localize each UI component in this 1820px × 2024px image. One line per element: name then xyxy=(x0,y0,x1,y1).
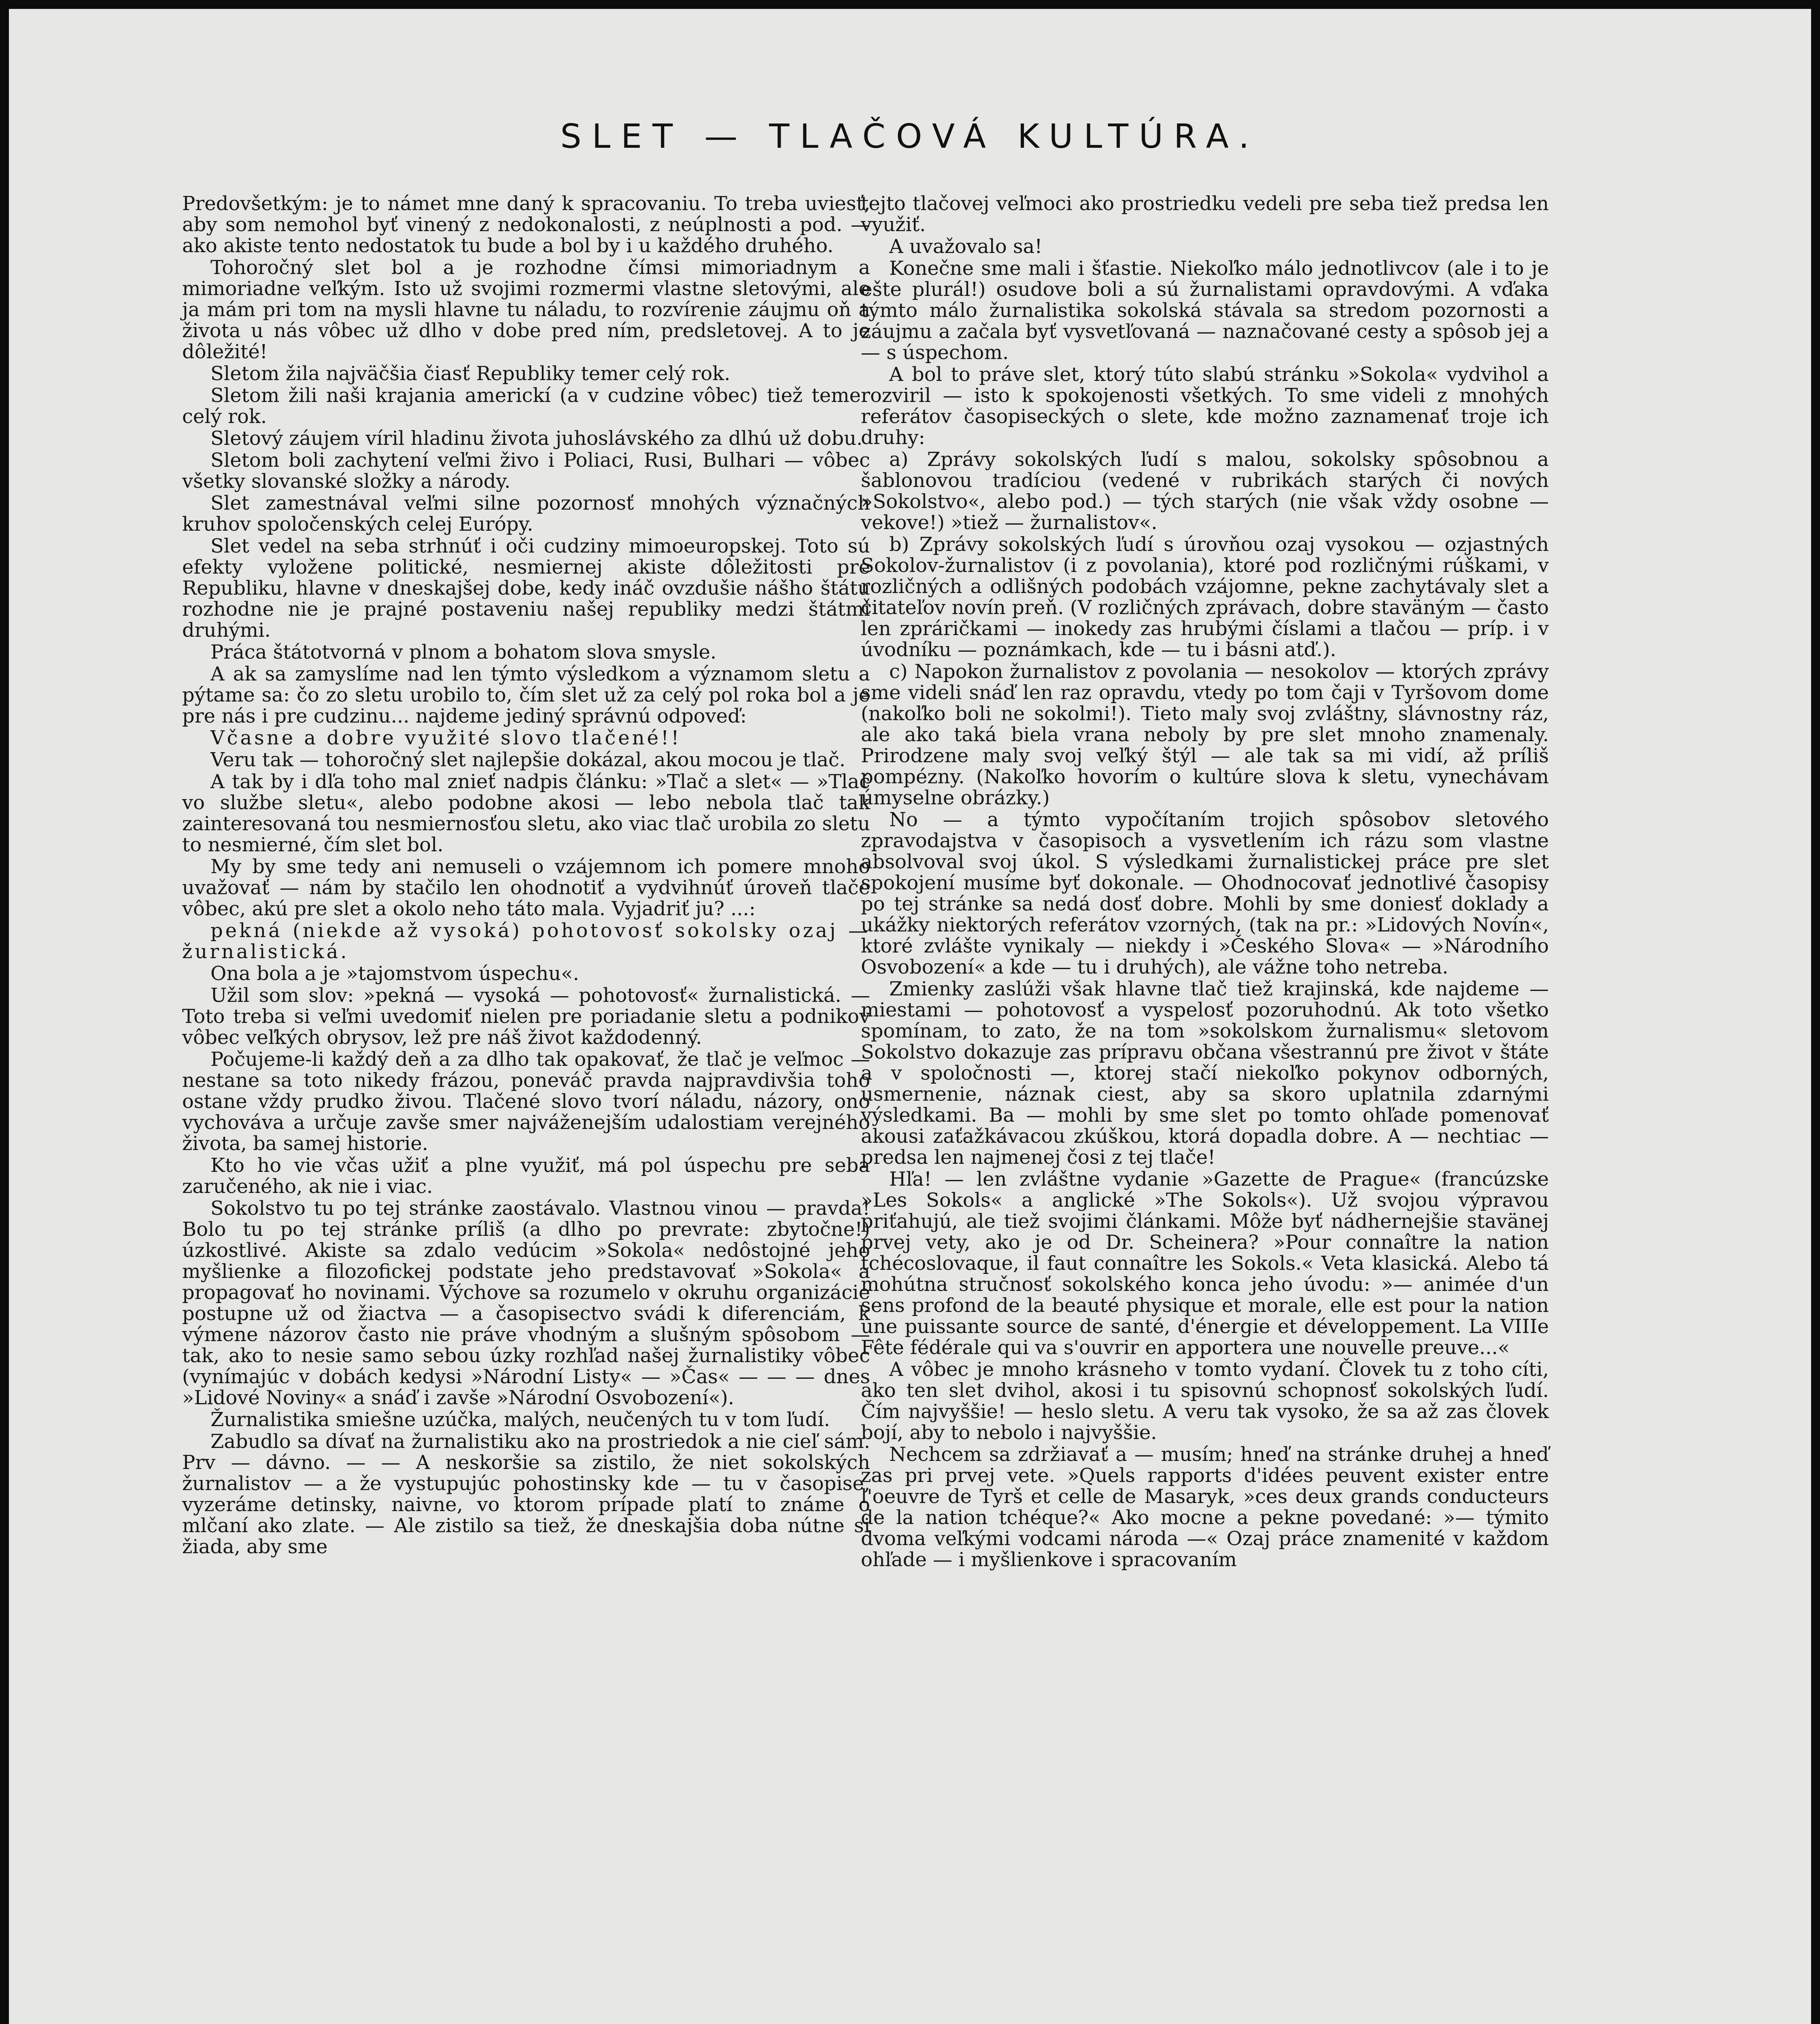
paragraph: Predovšetkým: je to námet mne daný k spracovaniu. To treba uviesť, aby som nemohol byť vinený z nedokonalosti, z neúplnosti a pod. — ako akiste tento nedostatok tu bude a bol by i u každého druhého. xyxy=(182,192,870,257)
paragraph: My by sme tedy ani nemuseli o vzájemnom ich pomere mnoho uvažovať — nám by stačilo len ohodnotiť a vydvihnúť úroveň tlače vôbec, akú pre slet a okolo neho táto mala. Vyjadriť ju? ...: xyxy=(182,855,870,920)
emphasis-line: pekná (niekde až vysoká) pohotovosť sokolsky ozaj — žurnalistická. xyxy=(182,919,870,963)
paragraph: Práca štátotvorná v plnom a bohatom slova smysle. xyxy=(210,641,717,663)
paragraph: No — a týmto vypočítaním trojich spôsobov sletového zpravodajstva v časopisoch a vysvetlením ich rázu som vlastne absolvoval svoj úkol. S výsledkami žurnalistickej práce pre slet spokojení musíme byť dokonale. — Ohodnocovať jednotlivé časopisy po tej stránke sa nedá dosť dobre. Mohli by sme doniesť doklady a ukážky niektorých referátov vzorných, (tak na pr.: »Lidových Novín«, ktoré zvlášte vynikaly — niekdy i »Českého Slova« — »Národního Osvobození« a kde — tu i druhých), ale vážne toho netreba. xyxy=(861,808,1549,978)
right-column xyxy=(861,193,1549,1570)
paragraph: Užil som slov: »pekná — vysoká — pohotovosť« žurnalistická. — Toto treba si veľmi uvedomiť nielen pre poriadanie sletu a podnikov vôbec veľkých obrysov, lež pre náš život každodenný. xyxy=(182,984,870,1049)
page-title: SLET — TLAČOVÁ KULTÚRA. xyxy=(560,117,1260,156)
paragraph: Tohoročný slet bol a je rozhodne čímsi mimoriadnym a mimoriadne veľkým. Isto už svojimi rozmermi vlastne sletovými, ale ja mám pri tom na mysli hlavne tu náladu, to rozvírenie záujmu oň a života u nás vôbec už dlho v dobe pred ním, predsletovej. A to je dôležité! xyxy=(182,256,870,363)
paragraph: Hľa! — len zvláštne vydanie »Gazette de Prague« (francúzske »Les Sokols« a anglické »The Sokols«). Už svojou výpravou priťahujú, ale tiež svojimi článkami. Môže byť nádhernejšie stavänej prvej vety, ako je od Dr. Scheinera? »Pour connaître la nation tchécoslovaque, il faut connaître les Sokols.« Veta klasická. Alebo tá mohútna stručnosť sokolského konca jeho úvodu: »— animée d'un sens profond de la beauté physique et morale, elle est pour la nation une puissante source de santé, d'énergie et développement. La VIIIe Fête fédérale qui va s'ouvrir en apportera une nouvelle preuve...« xyxy=(861,1168,1549,1359)
magazine-page xyxy=(9,9,1811,2024)
paragraph: Zmienky zaslúži však hlavne tlač tiež krajinská, kde najdeme — miestami — pohotovosť a vyspelosť pozoruhodnú. Ak toto všetko spomínam, to zato, že na tom »sokolskom žurnalismu« sletovom Sokolstvo dokazuje zas prípravu občana všestrannú pre život v štáte a v spoločnosti —, ktorej stačí niekoľko pokynov odborných, usmernenie, náznak ciest, aby sa skoro uplatnila zdarnými výsledkami. Ba — mohli by sme slet po tomto ohľade pomenovať akousi zaťažkávacou zkúškou, ktorá dopadla dobre. A — nechtiac — predsa len najmenej čosi z tej tlače! xyxy=(861,978,1549,1169)
paragraph: Ona bola a je »tajomstvom úspechu«. xyxy=(210,962,579,985)
paragraph: Nechcem sa zdržiavať a — musím; hneď na stránke druhej a hneď zas pri prvej vete. »Quels rapports d'idées peuvent exister entre l'oeuvre de Tyrš et celle de Masaryk, »ces deux grands conducteurs de la nation tchéque?« Ako mocne a pekne povedané: »— týmito dvoma veľkými vodcami národa —« Ozaj práce znamenité v každom ohľade — i myšlienkove i spracovaním xyxy=(861,1443,1549,1571)
left-column xyxy=(182,193,870,1557)
paragraph: A vôbec je mnoho krásneho v tomto vydaní. Človek tu z toho cíti, ako ten slet dvihol, akosi i tu spisovnú schopnosť sokolských ľudí. Čím najvyššie! — heslo sletu. A veru tak vysoko, že sa až zas človek bojí, aby to nebolo i najvyššie. xyxy=(861,1358,1549,1444)
paragraph: A bol to práve slet, ktorý túto slabú stránku »Sokola« vydvihol a rozviril — isto k spokojenosti všetkých. To sme videli z mnohých referátov časopiseckých o slete, kde možno zaznamenať troje ich druhy: xyxy=(861,363,1549,449)
paragraph: Žurnalistika smiešne uzúčka, malých, neučených tu v tom ľudí. xyxy=(210,1408,830,1431)
paragraph: Sletom boli zachytení veľmi živo i Poliaci, Rusi, Bulhari — vôbec všetky slovanské složky a národy. xyxy=(182,449,870,493)
paragraph: Sletový záujem víril hladinu života juhoslávského za dlhú už dobu. xyxy=(210,427,863,450)
paragraph: Zabudlo sa dívať na žurnalistiku ako na prostriedok a nie cieľ sám. Prv — dávno. — — A neskoršie sa zistilo, že niet sokolských žurnalistov — a že vystupujúc pohostinsky kde — tu v časopise, vyzeráme detinsky, naivne, vo ktorom prípade platí to známe o mlčaní ako zlate. — Ale zistilo sa tiež, že dneskajšia doba nútne si žiada, aby sme xyxy=(182,1430,870,1558)
paragraph: a) Zprávy sokolských ľudí s malou, sokolsky spôsobnou a šablonovou tradíciou (vedené v rubrikách starých či nových »Sokolstvo«, alebo pod.) — tých starých (nie však vždy osobne — vekove!) »tiež — žurnalistov«. xyxy=(861,448,1549,534)
paragraph: tejto tlačovej veľmoci ako prostriedku vedeli pre seba tiež predsa len využiť. xyxy=(861,192,1549,236)
paragraph: Slet zamestnával veľmi silne pozornosť mnohých význačných kruhov spoločenských celej Európy. xyxy=(182,492,870,536)
paragraph: A tak by i dľa toho mal znieť nadpis článku: »Tlač a slet« — »Tlač vo službe sletu«, alebo podobne akosi — lebo nebola tlač tak zainteresovaná tou nesmiernosťou sletu, ako viac tlač urobila zo sletu to nesmierné, čím slet bol. xyxy=(182,770,870,856)
paragraph: Veru tak — tohoročný slet najlepšie dokázal, akou mocou je tlač. xyxy=(210,748,845,771)
paragraph: A ak sa zamyslíme nad len týmto výsledkom a významom sletu a pýtame sa: čo zo sletu urobilo to, čím slet už za celý pol roka bol a je pre nás i pre cudzinu... najdeme jediný správnú odpoveď: xyxy=(182,663,870,727)
paragraph: Počujeme-li každý deň a za dlho tak opakovať, že tlač je veľmoc — nestane sa toto nikedy frázou, poneváč pravda najpravdivšia toho ostane vždy prudko živou. Tlačené slovo tvorí náladu, názory, ono vychováva a určuje zavše smer najváženejším udalostiam verejného života, ba samej historie. xyxy=(182,1048,870,1155)
paragraph: Sletom žila najväčšia čiasť Republiky temer celý rok. xyxy=(210,362,731,385)
paragraph: Sokolstvo tu po tej stránke zaostávalo. Vlastnou vinou — pravda! Bolo tu po tej stránke príliš (a dlho po prevrate: zbytočne!) úzkostlivé. Akiste sa zdalo vedúcim »Sokola« nedôstojné jeho myšlienke a filozofickej podstate jeho predstavovať »Sokola« a propagovať ho novinami. Výchove sa rozumelo v okruhu organizácie postupne už od žiactva — a časopisectvo svádi k diferenciám, k výmene názorov často nie práve vhodným a slušným spôsobom — tak, ako to nesie samo sebou úzky rozhľad našej žurnalistiky vôbec (vynímajúc v dobách kedysi »Národní Listy« — »Čas« — — — dnes »Lidové Noviny« a snáď i zavše »Národní Osvobození«). xyxy=(182,1197,870,1409)
paragraph: b) Zprávy sokolských ľudí s úrovňou ozaj vysokou — ozjastných Sokolov-žurnalistov (i z povolania), ktoré pod rozličnými rúškami, v rozličných a odlišných podobách vzájomne, pekne zachytávaly slet a čitateľov novín preň. (V rozličných zprávach, dobre staväným — často len zpráričkami — inokedy zas hrubými číslami a tlačou — príp. i v úvodníku — poznámkach, kde — tu i básni atď.). xyxy=(861,533,1549,661)
paragraph: Slet vedel na seba strhnúť i oči cudziny mimoeuropskej. Toto sú efekty vyložene politické, nesmiernej akiste dôležitosti pre Republiku, hlavne v dneskajšej dobe, kedy ináč ovzdušie nášho štátu rozhodne nie je prajné postaveniu našej republiky medzi štátmi druhými. xyxy=(182,535,870,642)
emphasis-line: Včasne a dobre využité slovo tlačené!! xyxy=(210,727,682,749)
paragraph: Kto ho vie včas užiť a plne využiť, má pol úspechu pre seba zaručeného, ak nie i viac. xyxy=(182,1154,870,1198)
paragraph: Konečne sme mali i šťastie. Niekoľko málo jednotlivcov (ale i to je ešte plurál!) osudove boli a sú žurnalistami opravdovými. A vďaka týmto málo žurnalistika sokolská stávala sa stredom pozornosti a záujmu a začala byť vysvetľovaná — naznačované cesty a spôsob jej a — s úspechom. xyxy=(861,257,1549,364)
paragraph: Sletom žili naši krajania americkí (a v cudzine vôbec) tiež temer celý rok. xyxy=(182,384,870,428)
paragraph: c) Napokon žurnalistov z povolania — nesokolov — ktorých zprávy sme videli snáď len raz opravdu, vtedy po tom čaji v Tyršovom dome (nakoľko boli ne sokolmi!). Tieto maly svoj zvláštny, slávnostny ráz, ale ako taká biela vrana neboly by pre slet mnoho znamenaly. Prirodzene maly svoj veľký štýl — ale tak sa mi vidí, až príliš pompézny. (Nakoľko hovorím o kultúre slova k sletu, vynechávam úmyselne obrázky.) xyxy=(861,660,1549,809)
paragraph: A uvažovalo sa! xyxy=(889,235,1043,258)
